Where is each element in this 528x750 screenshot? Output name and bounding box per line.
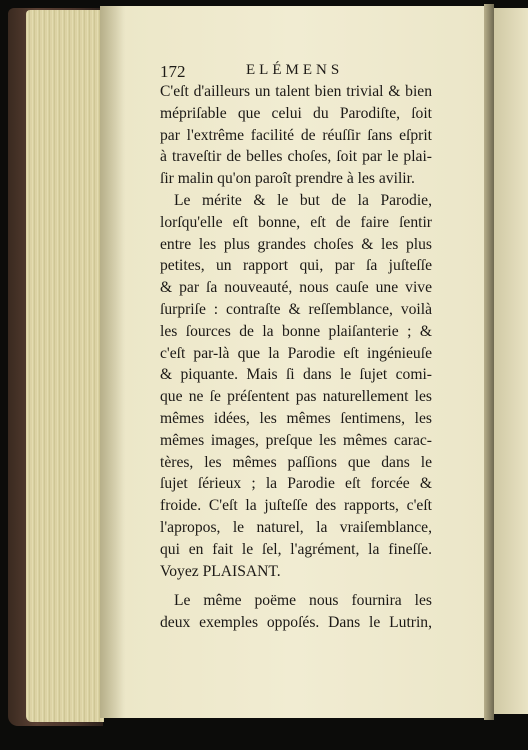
text-line: mêmes idées, les mêmes ſentimens, les — [160, 409, 432, 427]
text-line: ſurpriſe : contraſte & reſſemblance, voilà — [160, 300, 432, 318]
text-line: par l'extrême facilité de réuſſir ſans eſprit — [160, 126, 432, 144]
text-line: Le mérite & le but de la Parodie, — [174, 191, 432, 209]
text-line: tères, les mêmes paſſions que dans le — [160, 453, 432, 471]
text-line: Le même poëme nous fournira les — [174, 592, 432, 610]
text-line: froide. C'eſt la juſteſſe des rapports, c'eſt — [160, 497, 432, 515]
text-line: & piquante. Mais ſi dans le ſujet comi- — [160, 366, 432, 384]
text-line: ſujet ſérieux ; la Parodie eſt forcée & — [160, 475, 432, 493]
text-line: petites, un rapport qui, par ſa juſteſſe — [160, 257, 432, 275]
page-edges — [26, 10, 104, 722]
text-line: que ne ſe préſentent pas naturellement les — [160, 388, 432, 406]
text-line: lorſqu'elle eſt bonne, eſt de faire ſentir — [160, 213, 432, 231]
text-line: qui en fait le ſel, l'agrément, la fineſſe. — [160, 540, 432, 558]
text-line: deux exemples oppoſés. Dans le Lutrin, — [160, 614, 432, 632]
page-shadow — [100, 6, 126, 718]
book-gutter — [484, 4, 494, 720]
text-line: Voyez PLAISANT. — [160, 562, 281, 580]
text-line: mêmes images, preſque les mêmes carac- — [160, 431, 432, 449]
text-line: à traveſtir de belles choſes, ſoit par le plai- — [160, 148, 432, 166]
body-text — [160, 81, 432, 634]
page-number: 172 — [160, 62, 186, 81]
facing-page — [492, 8, 528, 714]
text-line: mépriſable que celui du Parodiſte, ſoit — [160, 104, 432, 122]
running-head: ELÉMENS — [246, 62, 344, 78]
text-line: l'apropos, le naturel, la vraiſemblance, — [160, 518, 432, 536]
text-line: c'eſt par-là que la Parodie eſt ingénieuſe — [160, 344, 432, 362]
text-line: entre les plus grandes choſes & les plus — [160, 235, 432, 253]
text-line: ſir malin qu'on paroît prendre à les avilir. — [160, 170, 415, 188]
text-line: & par ſa nouveauté, nous cauſe une vive — [160, 279, 432, 297]
text-line: C'eſt d'ailleurs un talent bien trivial & bien — [160, 83, 432, 100]
text-line: les ſources de la bonne plaiſanterie ; & — [160, 322, 432, 340]
